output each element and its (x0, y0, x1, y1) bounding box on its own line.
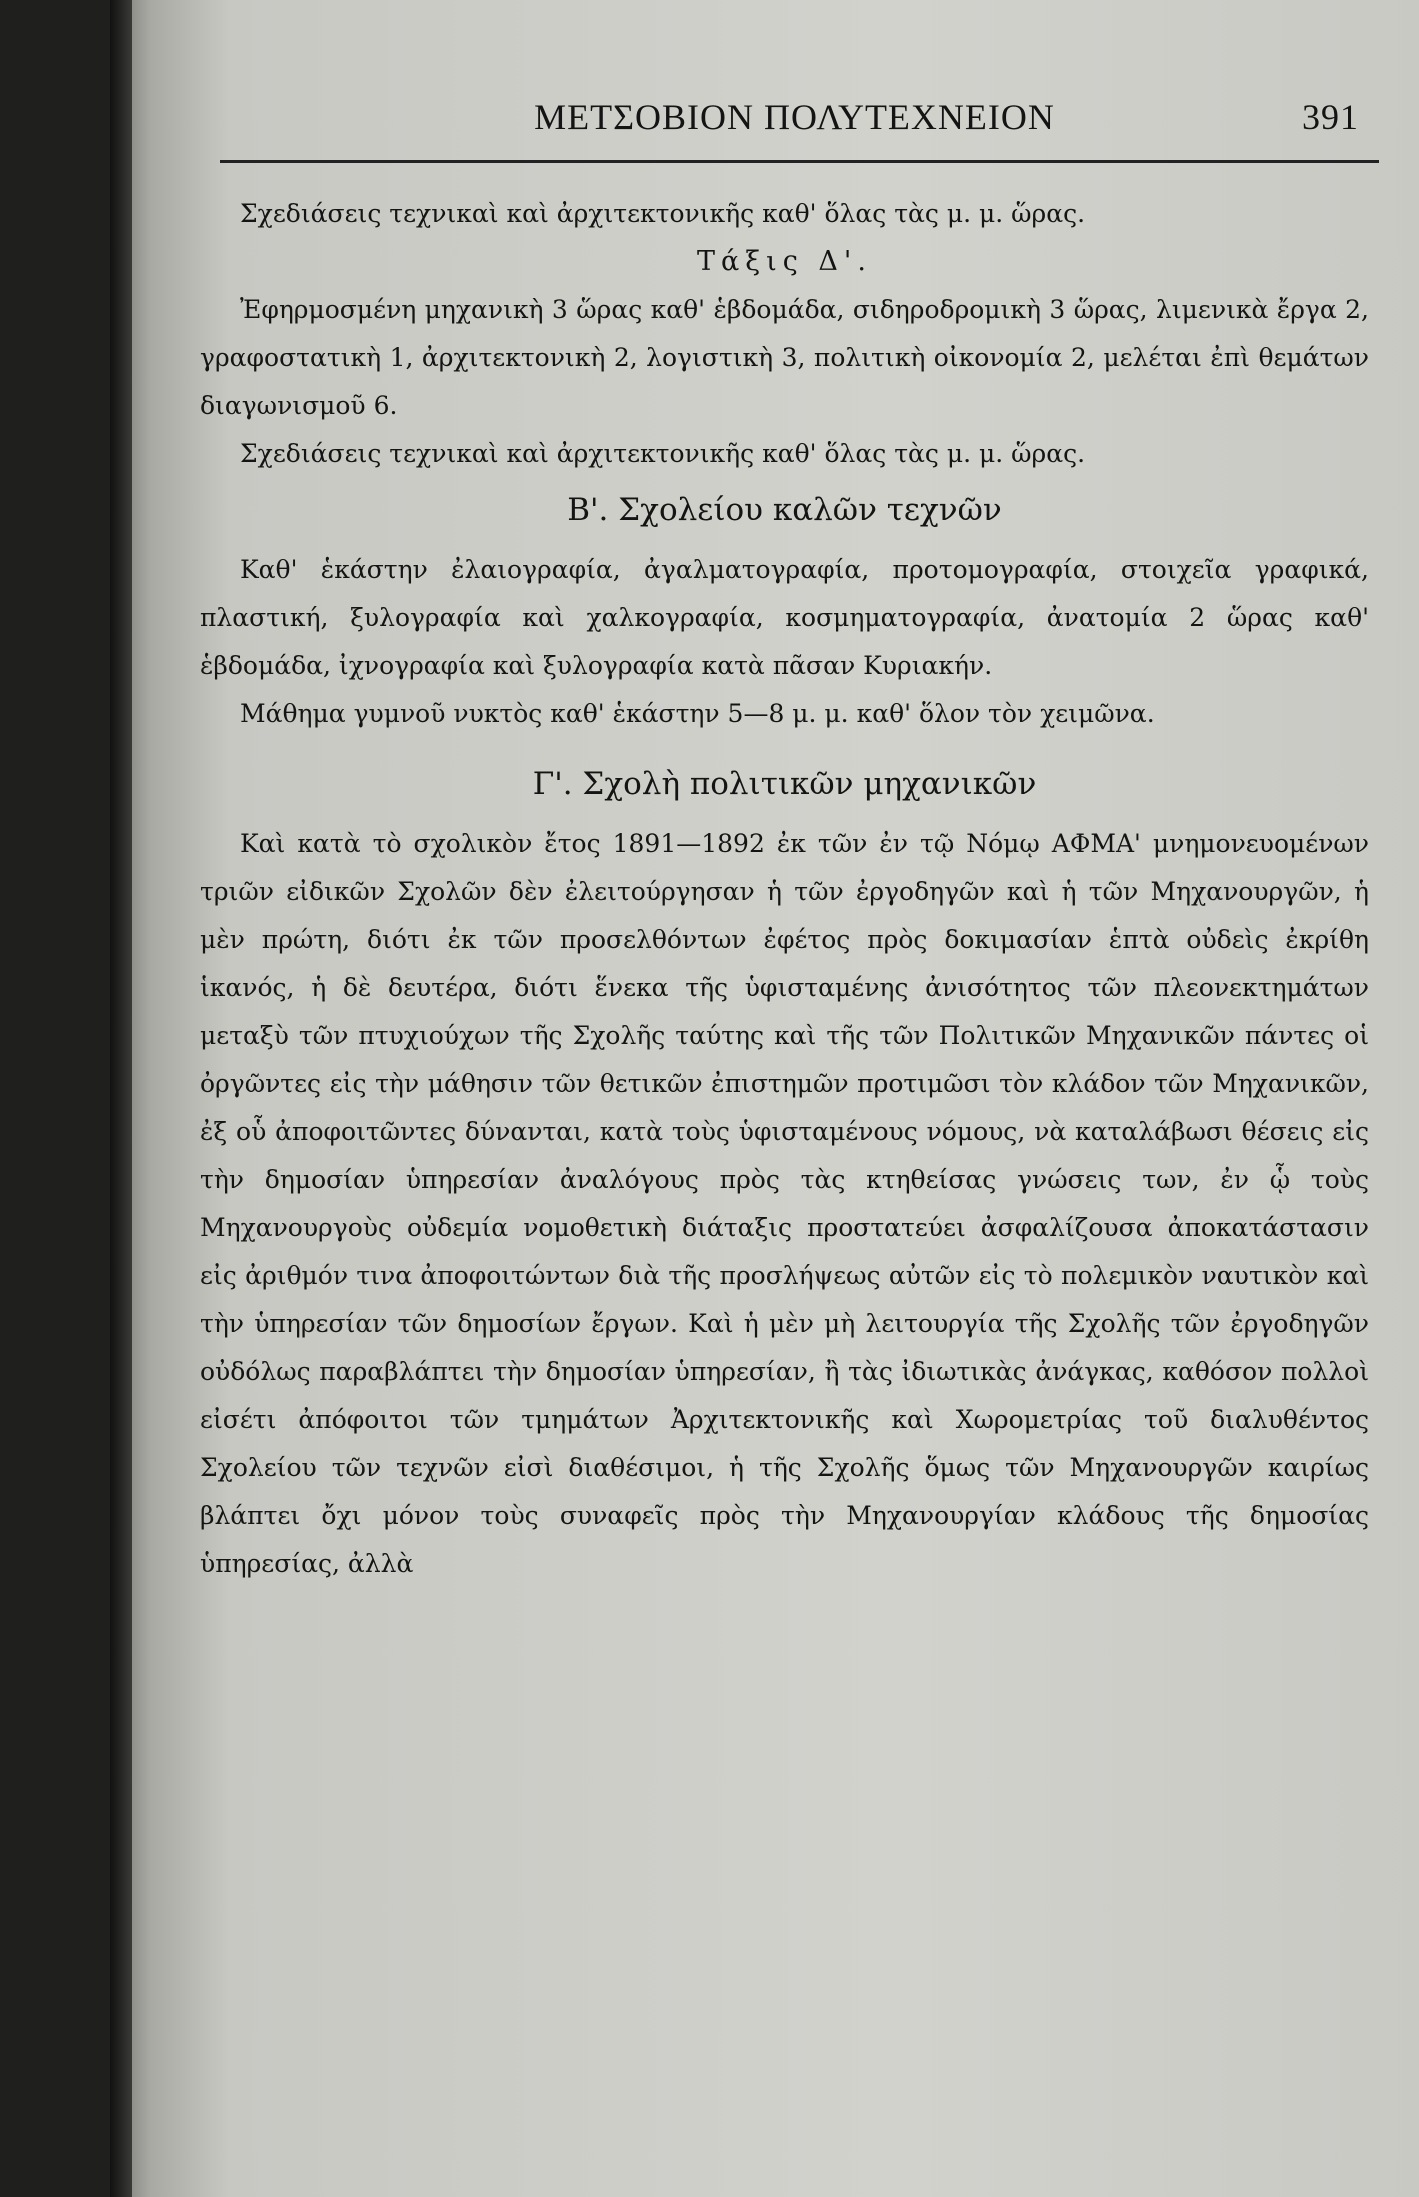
paragraph-drawing-hours: Σχεδιάσεις τεχνικαὶ καὶ ἀρχιτεκτονικῆς καθ' ὅλας τὰς μ. μ. ὥρας. (240, 199, 1086, 228)
page-number: 391 (1302, 97, 1359, 137)
paragraph-fine-arts-courses: Καθ' ἑκάστην ἐλαιογραφία, ἀγαλματογραφία, προτομογραφία, στοιχεῖα γραφικά, πλαστική, ξυλογραφία καὶ χαλκογραφία, κοσμηματογραφία, ἀνατομία 2 ὥρας καθ' ἑβδομάδα, ἰχνογραφία καὶ ξυλογραφία κατὰ πᾶσαν Κυριακήν. (200, 555, 1369, 680)
class-heading: Τάξις Δ'. (697, 246, 872, 277)
paragraph-school-report: Καὶ κατὰ τὸ σχολικὸν ἔτος 1891—1892 ἐκ τῶν ἐν τῷ Νόμῳ ΑΦΜΑ' μνημονευομένων τριῶν εἰδικῶν Σχολῶν δὲν ἐλειτούργησαν ἡ τῶν ἐργοδηγῶν καὶ ἡ τῶν Μηχανουργῶν, ἡ μὲν πρώτη, διότι ἐκ τῶν προσελθόντων ἐφέτος πρὸς δοκιμασίαν ἑπτὰ οὐδεὶς ἐκρίθη ἱκανός, ἡ δὲ δευτέρα, διότι ἕνεκα τῆς ὑφισταμένης ἀνισότητος τῶν πλεονεκτημάτων μεταξὺ τῶν πτυχιούχων τῆς Σχολῆς ταύτης καὶ τῆς τῶν Πολιτικῶν Μηχανικῶν πάντες οἱ ὀργῶντες εἰς τὴν μάθησιν τῶν θετικῶν ἐπιστημῶν προτιμῶσι τὸν κλάδον τῶν Μηχανικῶν, ἐξ οὗ ἀποφοιτῶντες δύνανται, κατὰ τοὺς ὑφισταμένους νόμους, νὰ καταλάβωσι θέσεις εἰς τὴν δημοσίαν ὑπηρεσίαν ἀναλόγους πρὸς τὰς κτηθείσας γνώσεις των, ἐν ᾧ τοὺς Μηχανουργοὺς οὐδεμία νομοθετικὴ διάταξις προστατεύει ἀσφαλίζουσα ἀποκατάστασιν εἰς ἀριθμόν τινα ἀποφοιτώντων διὰ τῆς προσλήψεως αὐτῶν εἰς τὸ πολεμικὸν ναυτικὸν καὶ τὴν ὑπηρεσίαν τῶν δημοσίων ἔργων. Καὶ ἡ μὲν μὴ λειτουργία τῆς Σχολῆς τῶν ἐργοδηγῶν οὐδόλως παραβλάπτει τὴν δημοσίαν ὑπηρεσίαν, ἢ τὰς ἰδιωτικὰς ἀνάγκας, καθόσον πολλοὶ εἰσέτι ἀπόφοιτοι τῶν τμημάτων Ἀρχιτεκτονικῆς καὶ Χωρομετρίας τοῦ διαλυθέντος Σχολείου τῶν τεχνῶν εἰσὶ διαθέσιμοι, ἡ τῆς Σχολῆς ὅμως τῶν Μηχανουργῶν καιρίως βλάπτει ὄχι μόνον τοὺς συναφεῖς πρὸς τὴν Μηχανουργίαν κλάδους τῆς δημοσίας ὑπηρεσίας, ἀλλὰ (200, 829, 1369, 1578)
section-heading-fine-arts: Β'. Σχολείου καλῶν τεχνῶν (567, 492, 1002, 528)
paragraph-drawing-hours-2: Σχεδιάσεις τεχνικαὶ καὶ ἀρχιτεκτονικῆς καθ' ὅλας τὰς μ. μ. ὥρας. (240, 439, 1086, 468)
paragraph-class-d-courses: Ἐφηρμοσμένη μηχανικὴ 3 ὥρας καθ' ἑβδομάδα, σιδηροδρομικὴ 3 ὥρας, λιμενικὰ ἔργα 2, γραφοστατικὴ 1, ἀρχιτεκτονικὴ 2, λογιστικὴ 3, πολιτικὴ οἰκονομία 2, μελέται ἐπὶ θεμάτων διαγωνισμοῦ 6. (200, 295, 1369, 420)
book-page (110, 0, 1419, 2197)
running-title: ΜΕΤΣΟΒΙΟΝ ΠΟΛΥΤΕΧΝΕΙΟΝ (534, 97, 1055, 137)
section-heading-civil-engineers: Γ'. Σχολὴ πολιτικῶν μηχανικῶν (532, 766, 1037, 802)
spacer (200, 738, 1369, 752)
book-spine-shadow (110, 0, 132, 2197)
page-body (200, 190, 1369, 1588)
running-head (230, 96, 1359, 148)
header-rule (220, 160, 1379, 163)
paragraph-nude-class: Μάθημα γυμνοῦ νυκτὸς καθ' ἑκάστην 5—8 μ. μ. καθ' ὅλον τὸν χειμῶνα. (240, 699, 1155, 728)
